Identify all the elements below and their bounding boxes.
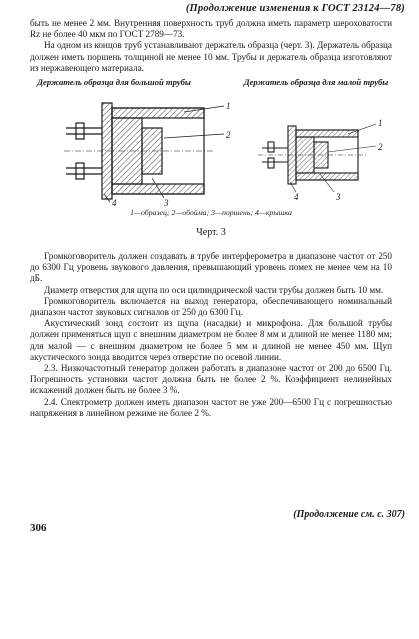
caption-small-tube: Держатель образца для малой трубы bbox=[243, 77, 389, 87]
paragraph: Акустический зонд состоит из щупа (насадки) и микрофона. Для большой трубы должен применяться щуп с внешним диаметром не более 8 мм и длиной не менее 1180 мм; для малой — с внешним диаметром не более 5 мм и длиной не менее 450 мм. Щуп акустического зонда вводится через отверстие по осевой линии. bbox=[30, 318, 392, 362]
continuation-note: (Продолжение см. с. 307) bbox=[293, 509, 405, 520]
small-holder-drawing bbox=[258, 112, 408, 202]
page-number: 306 bbox=[30, 522, 47, 534]
large-holder-drawing bbox=[64, 98, 254, 208]
paragraph: На одном из концов труб устанавливают держатель образца (черт. 3). Держатель образца должен иметь поршень толщиной не менее 10 мм. Трубы и держатель образца изготовляют из нержавеющего материала. bbox=[30, 40, 392, 73]
figure-legend: 1—образец; 2—обойма; 3—поршень; 4—крышка bbox=[130, 208, 292, 217]
paragraph: быть не менее 2 мм. Внутренняя поверхность труб должна иметь параметр шероховатости Rz не более 40 мкм по ГОСТ 2789—73. bbox=[30, 18, 392, 40]
label-1: 1 bbox=[378, 118, 383, 128]
label-4: 4 bbox=[294, 192, 299, 202]
label-2: 2 bbox=[226, 130, 231, 140]
body-text bbox=[30, 251, 392, 419]
paragraph: Громкоговоритель должен создавать в трубе интерферометра в диапазоне частот от 250 до 6300 Гц уровень звукового давления, превышающий уровень помех не менее чем на 10 дБ. bbox=[30, 251, 392, 284]
intro-text bbox=[30, 18, 392, 74]
figure-title: Черт. 3 bbox=[196, 227, 226, 238]
paragraph: 2.3. Низкочастотный генератор должен работать в диапазоне частот от 200 до 6500 Гц. Погрешность установки частот должна быть не более 2 %. Коэффициент нелинейных искажений должен быть не более 3 %. bbox=[30, 363, 392, 396]
label-3: 3 bbox=[336, 192, 341, 202]
paragraph: Диаметр отверстия для щупа по оси цилиндрической части трубы должен быть 10 мм. bbox=[44, 284, 384, 295]
running-header: (Продолжение изменения к ГОСТ 23124—78) bbox=[185, 3, 405, 14]
label-4: 4 bbox=[112, 198, 117, 208]
label-3: 3 bbox=[164, 198, 169, 208]
paragraph: 2.4. Спектрометр должен иметь диапазон частот не уже 200—6500 Гц с погрешностью напряжения в линейном режиме не более 2 %. bbox=[30, 396, 392, 418]
label-2: 2 bbox=[378, 142, 383, 152]
label-1: 1 bbox=[226, 101, 231, 111]
caption-large-tube: Держатель образца для большой трубы bbox=[37, 77, 191, 87]
paragraph: Громкоговоритель включается на выход генератора, обеспечивающего номинальный диапазон частот звуковых сигналов от 250 до 6300 Гц. bbox=[30, 295, 392, 318]
